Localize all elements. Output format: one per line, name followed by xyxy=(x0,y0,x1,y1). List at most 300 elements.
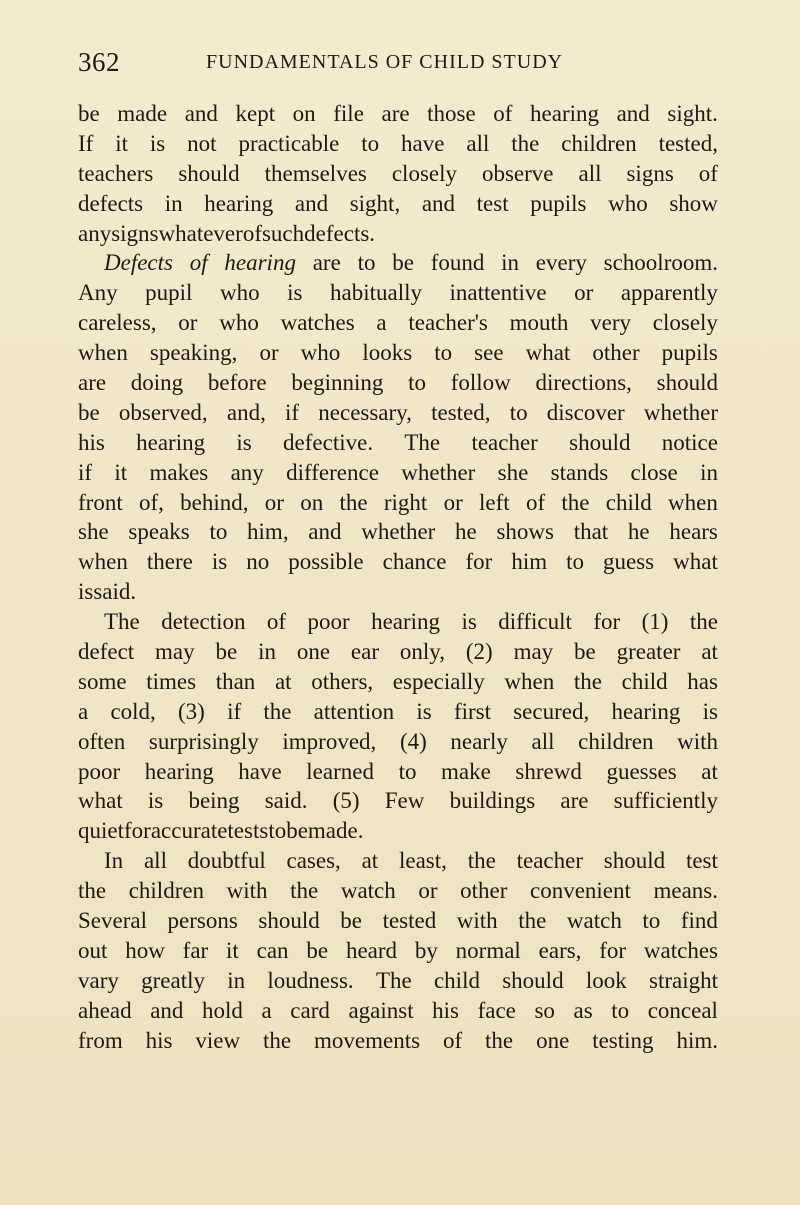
word: notice xyxy=(661,429,718,455)
word: other xyxy=(592,340,640,366)
word: find xyxy=(680,908,718,934)
word: movements xyxy=(314,1027,421,1053)
word: he xyxy=(627,519,650,545)
word: of xyxy=(698,160,718,186)
word: with xyxy=(677,728,718,754)
word: one xyxy=(536,1027,570,1053)
word: may xyxy=(513,639,554,665)
word: be xyxy=(78,399,100,425)
word: greatly xyxy=(141,967,205,993)
word: poor xyxy=(307,609,350,635)
word: tested, xyxy=(431,399,491,425)
running-title: FUNDAMENTALS OF CHILD STUDY xyxy=(206,51,564,73)
word: (2) xyxy=(465,639,493,665)
word: are xyxy=(78,370,107,396)
word: hearing xyxy=(530,101,599,126)
word: are xyxy=(312,250,341,276)
text-line xyxy=(78,517,718,547)
word: what xyxy=(673,549,718,575)
word: view xyxy=(195,1027,241,1053)
word: often xyxy=(78,728,126,754)
word: improved, xyxy=(282,728,377,754)
word: a xyxy=(78,698,89,724)
body-text xyxy=(78,99,718,1056)
word: made xyxy=(117,101,168,126)
word: to xyxy=(209,519,228,545)
word: is xyxy=(461,609,477,635)
word: a xyxy=(376,310,387,336)
word: so xyxy=(534,997,555,1023)
word: than xyxy=(215,668,256,694)
word: stands xyxy=(550,459,609,485)
word: teacher xyxy=(516,848,583,874)
word: watch xyxy=(566,908,622,934)
word: on xyxy=(300,489,324,515)
text-line xyxy=(78,458,718,488)
word: the xyxy=(689,609,718,635)
word: possible xyxy=(288,549,364,575)
word: pupil xyxy=(145,280,193,306)
word: be xyxy=(340,908,362,934)
word: defects xyxy=(78,190,144,216)
word: to xyxy=(408,370,426,396)
italic-word: of xyxy=(189,250,208,276)
word: the xyxy=(263,1027,292,1053)
word: found xyxy=(430,250,485,276)
italic-word: hearing xyxy=(224,250,296,276)
word: all xyxy=(531,728,555,754)
word: surprisingly xyxy=(148,728,259,754)
word: pupils xyxy=(530,190,587,216)
word: Few xyxy=(384,788,425,814)
word: or xyxy=(443,489,463,515)
word: means. xyxy=(653,878,718,904)
text-line xyxy=(78,248,718,278)
word: children xyxy=(128,878,205,904)
word: tests xyxy=(227,818,269,844)
text-line xyxy=(78,906,718,936)
word: least, xyxy=(399,848,447,874)
word: hearing xyxy=(371,609,441,635)
word: In xyxy=(104,848,124,874)
text-line xyxy=(78,99,718,129)
word: card xyxy=(290,997,330,1023)
word: when xyxy=(668,489,718,515)
word: cold, xyxy=(110,698,156,724)
word: straight xyxy=(649,967,718,993)
word: before xyxy=(207,370,267,396)
word: being xyxy=(188,788,240,814)
word: hearing xyxy=(136,429,206,455)
word: of xyxy=(266,609,287,635)
word: close xyxy=(630,459,678,485)
word: mouth xyxy=(509,310,569,336)
word: buildings xyxy=(449,788,536,814)
word: to xyxy=(566,549,584,575)
word: some xyxy=(78,668,127,694)
word: when xyxy=(78,549,128,575)
word: to xyxy=(398,758,417,784)
word: shrewd xyxy=(515,758,582,784)
word: of xyxy=(442,1027,463,1053)
word: or xyxy=(574,280,594,306)
word: of xyxy=(493,101,513,126)
word: any xyxy=(230,459,264,485)
word: behind, xyxy=(180,489,249,515)
word: teachers xyxy=(78,160,154,186)
word: be xyxy=(78,101,100,126)
word: sight. xyxy=(667,101,718,126)
page-number: 362 xyxy=(78,47,120,77)
word: at xyxy=(701,639,718,665)
word: how xyxy=(125,937,165,963)
word: should xyxy=(502,967,564,993)
text-line xyxy=(78,338,718,368)
word: difficult xyxy=(498,609,572,635)
word: The xyxy=(104,609,140,635)
word: discover xyxy=(546,399,625,425)
word: beginning xyxy=(291,370,384,396)
word: vary xyxy=(78,967,119,993)
word: in xyxy=(700,459,718,485)
text-line xyxy=(78,637,718,667)
word: hold xyxy=(202,997,243,1023)
word: should xyxy=(656,370,718,396)
word: far xyxy=(182,937,209,963)
word: with xyxy=(456,908,498,934)
word: hearing xyxy=(144,758,214,784)
word: if xyxy=(227,698,242,724)
word: can xyxy=(256,937,289,963)
word: very xyxy=(590,310,632,336)
word: have xyxy=(401,130,445,156)
word: doing xyxy=(130,370,184,396)
word: observe xyxy=(481,160,554,186)
word: Several xyxy=(78,908,147,934)
word: and xyxy=(294,190,329,216)
word: who xyxy=(219,280,260,306)
word: poor xyxy=(78,758,121,784)
word: children xyxy=(561,130,637,156)
text-line xyxy=(78,368,718,398)
word: his xyxy=(78,429,105,455)
word: and xyxy=(421,190,456,216)
word: to xyxy=(434,340,453,366)
word: those xyxy=(427,101,476,126)
word: is xyxy=(78,579,94,605)
word: said. xyxy=(264,788,308,814)
word: learned xyxy=(306,758,374,784)
word: to xyxy=(357,250,376,276)
word: heard xyxy=(345,937,398,963)
word: is xyxy=(416,698,432,724)
text-line xyxy=(78,607,718,637)
word: the xyxy=(78,878,107,904)
word: every xyxy=(535,250,587,276)
word: If xyxy=(78,130,94,156)
word: make xyxy=(441,758,491,784)
word: The xyxy=(375,967,412,993)
word: to xyxy=(509,399,528,425)
word: as xyxy=(573,997,593,1023)
word: watches xyxy=(643,937,718,963)
word: directions, xyxy=(535,370,632,396)
word: she xyxy=(497,459,529,485)
text-line xyxy=(78,278,718,308)
word: or xyxy=(264,489,284,515)
word: front xyxy=(78,489,123,515)
text-line xyxy=(78,697,718,727)
word: child xyxy=(433,967,480,993)
word: should xyxy=(178,160,240,186)
word: secured, xyxy=(513,698,590,724)
word: accurate xyxy=(150,818,228,844)
word: the xyxy=(290,878,319,904)
word: children xyxy=(578,728,654,754)
word: closely xyxy=(652,310,718,336)
word: first xyxy=(453,698,491,724)
word: who xyxy=(300,340,341,366)
text-line xyxy=(78,757,718,787)
word: are xyxy=(560,788,589,814)
word: should xyxy=(603,848,666,874)
word: said. xyxy=(93,579,137,605)
word: themselves xyxy=(264,160,367,186)
word: not xyxy=(187,130,217,156)
word: and xyxy=(184,101,218,126)
text-line xyxy=(78,428,718,458)
text-line xyxy=(78,996,718,1026)
word: is xyxy=(287,280,303,306)
word: and xyxy=(150,997,184,1023)
word: (3) xyxy=(178,698,205,724)
word: practicable xyxy=(238,130,340,156)
word: the xyxy=(561,489,590,515)
word: be xyxy=(215,639,238,665)
word: ear xyxy=(350,639,379,665)
word: ahead xyxy=(78,997,132,1023)
word: for xyxy=(593,609,621,635)
word: of, xyxy=(138,489,164,515)
word: times xyxy=(146,668,197,694)
word: sufficiently xyxy=(613,788,718,814)
word: Any xyxy=(78,280,118,306)
text-line xyxy=(78,667,718,697)
text-line xyxy=(78,966,718,996)
word: him, xyxy=(247,519,289,545)
word: or xyxy=(259,340,279,366)
text-line xyxy=(78,308,718,338)
word: kept xyxy=(235,101,276,126)
text-line xyxy=(78,816,718,846)
word: a xyxy=(261,997,272,1023)
word: hears xyxy=(669,519,718,545)
word: to xyxy=(642,908,661,934)
word: detection xyxy=(161,609,246,635)
word: to xyxy=(611,997,630,1023)
word: have xyxy=(238,758,282,784)
word: with xyxy=(226,878,268,904)
word: habitually xyxy=(330,280,422,306)
word: and xyxy=(616,101,650,126)
word: when xyxy=(504,668,555,694)
word: are xyxy=(381,101,410,126)
word: should xyxy=(258,908,320,934)
word: or xyxy=(178,310,198,336)
word: (5) xyxy=(332,788,360,814)
word: defects. xyxy=(304,220,376,246)
word: and, xyxy=(226,399,266,425)
text-line xyxy=(78,488,718,518)
text-line xyxy=(78,876,718,906)
word: has xyxy=(687,668,718,694)
word: there xyxy=(146,549,193,575)
word: it xyxy=(226,937,239,963)
word: show xyxy=(669,190,718,216)
text-line xyxy=(78,398,718,428)
word: left xyxy=(479,489,510,515)
word: is xyxy=(702,698,718,724)
word: when xyxy=(78,340,128,366)
word: to xyxy=(361,130,380,156)
word: she xyxy=(78,519,109,545)
word: who xyxy=(219,310,259,336)
word: by xyxy=(414,937,438,963)
word: apparently xyxy=(620,280,718,306)
word: careless, xyxy=(78,310,157,336)
text-line xyxy=(78,1026,718,1056)
word: shows xyxy=(496,519,554,545)
word: at xyxy=(274,668,292,694)
word: whether xyxy=(361,519,436,545)
word: chance xyxy=(382,549,447,575)
word: pupils xyxy=(661,340,718,366)
word: quiet xyxy=(78,818,124,844)
word: at xyxy=(361,848,379,874)
word: in xyxy=(164,190,183,216)
word: difference xyxy=(286,459,379,485)
word: one xyxy=(296,639,331,665)
word: and xyxy=(308,519,342,545)
word: made. xyxy=(307,818,364,844)
word: against xyxy=(348,997,414,1023)
word: for xyxy=(124,818,151,844)
word: all xyxy=(466,130,490,156)
word: it xyxy=(115,130,129,156)
word: what xyxy=(525,340,571,366)
word: see xyxy=(474,340,504,366)
word: from xyxy=(78,1027,123,1053)
word: in xyxy=(258,639,276,665)
word: other xyxy=(460,878,508,904)
word: is xyxy=(211,549,228,575)
word: observed, xyxy=(118,399,208,425)
word: (4) xyxy=(399,728,427,754)
word: testing xyxy=(592,1027,654,1053)
word: defective. xyxy=(283,429,374,455)
text-line xyxy=(78,577,718,607)
word: what xyxy=(78,788,123,814)
text-line xyxy=(78,727,718,757)
word: whether xyxy=(643,399,718,425)
word: inattentive xyxy=(449,280,547,306)
word: at xyxy=(701,758,718,784)
word: out xyxy=(78,937,108,963)
word: whether xyxy=(401,459,476,485)
word: follow xyxy=(450,370,511,396)
word: of xyxy=(525,489,546,515)
word: ears, xyxy=(538,937,582,963)
word: tested, xyxy=(658,130,718,156)
word: normal xyxy=(455,937,521,963)
word: speaking, xyxy=(149,340,238,366)
word: if xyxy=(285,399,300,425)
word: all xyxy=(143,848,167,874)
word: hearing xyxy=(204,190,274,216)
word: attention xyxy=(313,698,395,724)
word: him xyxy=(511,549,548,575)
word: the xyxy=(485,1027,514,1053)
word: conceal xyxy=(647,997,718,1023)
word: doubtful xyxy=(187,848,266,874)
word: in xyxy=(227,967,246,993)
word: child xyxy=(605,489,652,515)
word: teacher xyxy=(471,429,538,455)
word: the xyxy=(511,130,540,156)
word: teacher's xyxy=(408,310,488,336)
word: test xyxy=(476,190,509,216)
word: of xyxy=(242,220,262,246)
word: for xyxy=(599,937,627,963)
text-line xyxy=(78,846,718,876)
word: should xyxy=(569,429,631,455)
word: convenient xyxy=(529,878,631,904)
text-line xyxy=(78,936,718,966)
page-header xyxy=(78,44,718,80)
word: face xyxy=(477,997,516,1023)
word: the xyxy=(263,698,292,724)
word: the xyxy=(339,489,368,515)
word: right xyxy=(383,489,428,515)
word: in xyxy=(501,250,520,276)
word: is xyxy=(149,130,166,156)
word: be xyxy=(574,639,596,665)
word: necessary, xyxy=(318,399,412,425)
word: all xyxy=(578,160,602,186)
word: he xyxy=(455,519,477,545)
word: if xyxy=(78,459,93,485)
word: whatever xyxy=(158,220,243,246)
text-line xyxy=(78,159,718,189)
word: such xyxy=(261,220,305,246)
word: for xyxy=(465,549,493,575)
word: nearly xyxy=(450,728,508,754)
word: defect xyxy=(78,639,135,665)
text-line xyxy=(78,547,718,577)
word: be xyxy=(392,250,414,276)
word: tested xyxy=(382,908,437,934)
word: The xyxy=(404,429,441,455)
word: guesses xyxy=(606,758,677,784)
word: that xyxy=(573,519,609,545)
word: cases, xyxy=(286,848,341,874)
word: signs xyxy=(626,160,674,186)
word: watches xyxy=(280,310,355,336)
word: or xyxy=(418,878,438,904)
word: especially xyxy=(392,668,485,694)
word: watch xyxy=(340,878,396,904)
word: the xyxy=(573,668,602,694)
